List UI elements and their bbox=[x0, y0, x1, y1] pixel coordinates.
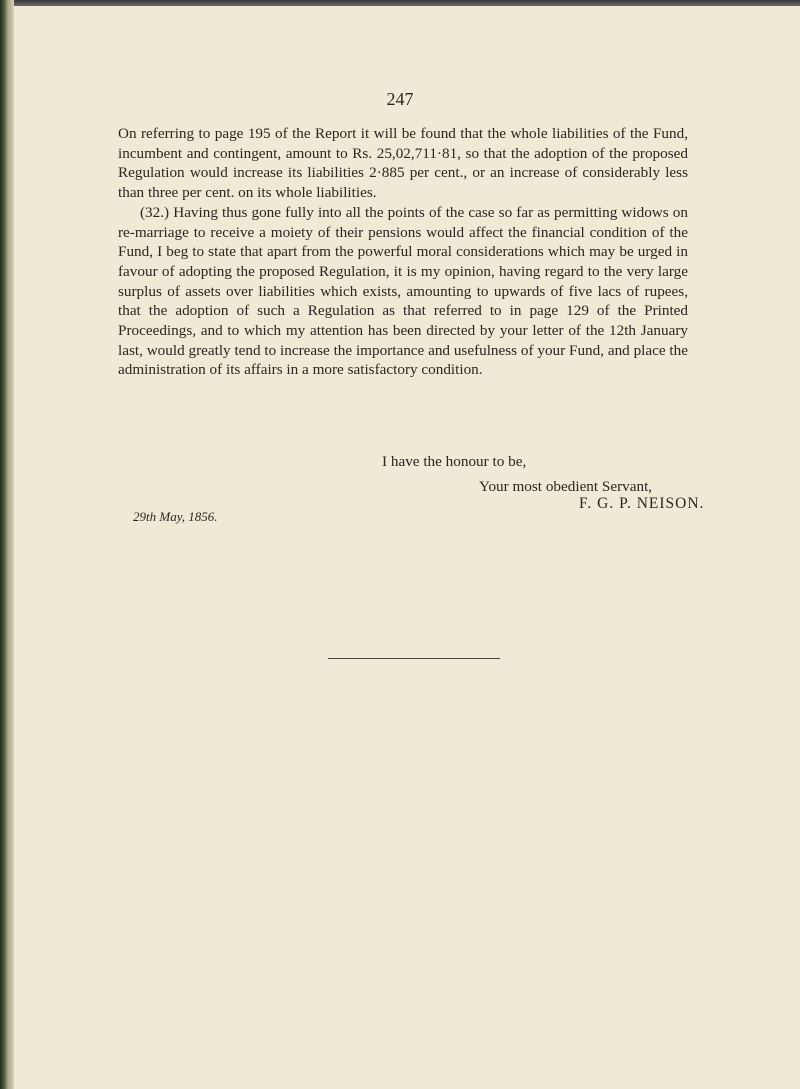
letter-body bbox=[118, 124, 688, 380]
closing-servant-line: Your most obedient Servant, bbox=[479, 478, 653, 495]
signature: F. G. P. NEISON. bbox=[579, 495, 705, 512]
letter-date bbox=[133, 509, 218, 525]
letter-date-text: 29th May, 1856. bbox=[133, 509, 218, 524]
book-binding-edge bbox=[0, 0, 14, 1089]
closing-honour-line: I have the honour to be, bbox=[382, 453, 527, 470]
paragraph-liabilities: On referring to page 195 of the Report it will be found that the whole liabilities of the Fund, incumbent and contingent, amount to Rs. 25,02,711·81, so that the adoption of the proposed Regulation would increase its liabilities 2·885 per cent., or an increase of considerably less than three per cent. on its whole liabilities. bbox=[118, 125, 688, 202]
paragraph-32: (32.) Having thus gone fully into all the points of the case so far as permitting widows on re-marriage to receive a moiety of their pensions would affect the financial condition of the Fund, I beg to state that apart from the powerful moral considerations which may be urged in favour of adopting the proposed Regulation, it is my opinion, having regard to the very large surplus of assets over liabilities which exists, amounting to upwards of five lacs of rupees, that the adoption of such a Regulation as that referred to in page 129 of the Printed Proceedings, and to which my attention has been directed by your letter of the 12th January last, would greatly tend to increase the importance and usefulness of your Fund, and place the administration of its affairs in a more satisfactory condition. bbox=[118, 203, 688, 379]
page-top-edge bbox=[0, 0, 800, 6]
end-divider bbox=[328, 658, 500, 659]
page-number: 247 bbox=[386, 89, 414, 109]
